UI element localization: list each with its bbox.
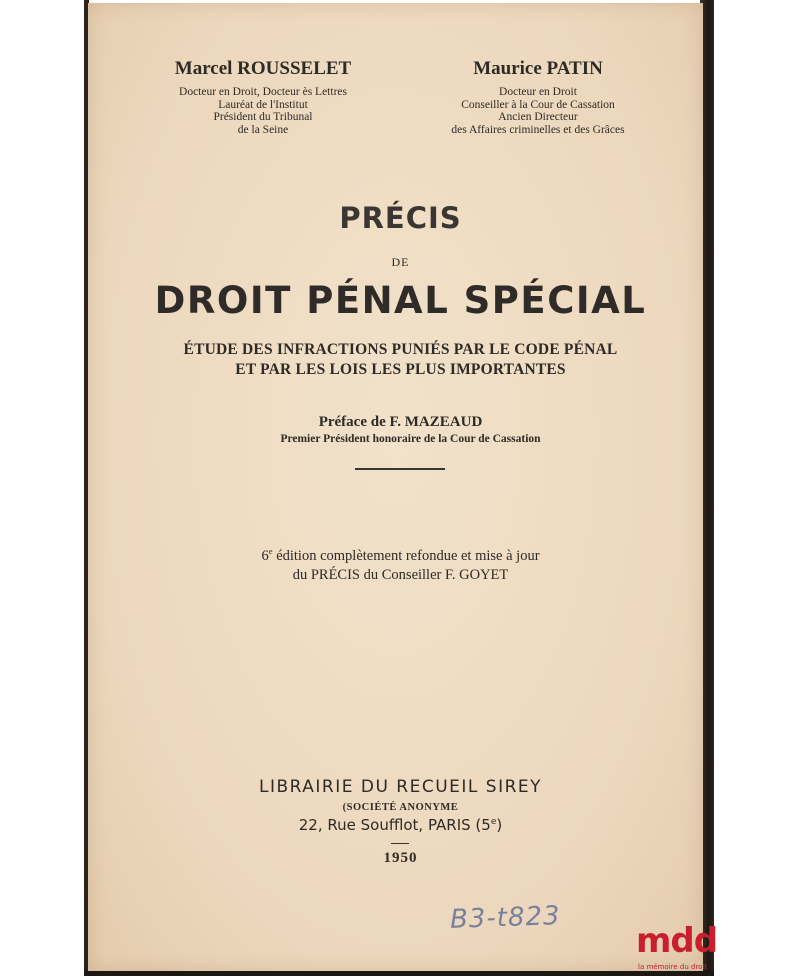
- author-credential: Ancien Directeur: [498, 111, 578, 123]
- publisher-societe: (SOCIÉTÉ ANONYME: [342, 802, 459, 813]
- author-name: Maurice PATIN: [473, 58, 603, 79]
- author-credential: Docteur en Droit: [499, 86, 577, 98]
- edition-superscript: e: [268, 546, 273, 556]
- author-credential: Conseiller à la Cour de Cassation: [461, 98, 615, 111]
- publisher-name: LIBRAIRIE DU RECUEIL SIREY: [258, 777, 543, 797]
- author-name: Marcel ROUSSELET: [174, 58, 352, 79]
- address-superscript: e: [490, 817, 497, 827]
- title-precis: PRÉCIS: [339, 201, 462, 235]
- title-de: DE: [391, 255, 410, 269]
- logo-mark: mdd: [636, 921, 718, 961]
- edition-block: [88, 546, 713, 584]
- subtitle-block: [88, 341, 713, 379]
- publication-year: 1950: [383, 850, 418, 866]
- year-wrap: [88, 849, 713, 867]
- author-credential: Président du Tribunal: [213, 111, 313, 123]
- publisher-address: [88, 816, 713, 834]
- main-title: DROIT PÉNAL SPÉCIAL: [154, 279, 647, 322]
- author-right: [433, 58, 643, 136]
- edition-line-2: du PRÉCIS du Conseiller F. GOYET: [292, 566, 509, 583]
- edition-line: [88, 546, 713, 565]
- edition-text: édition complètement refondue et mise à jour: [272, 547, 540, 564]
- year-dash: [391, 843, 409, 844]
- shelfmark-annotation: B3-t823: [449, 901, 562, 935]
- address-end: ): [496, 816, 503, 834]
- publisher-block: [88, 777, 713, 834]
- divider-rule: [355, 468, 445, 470]
- title-precis-wrap: [88, 201, 713, 235]
- title-page: [88, 3, 718, 971]
- watermark-logo: [636, 921, 717, 961]
- subtitle-line: ET PAR LES LOIS LES PLUS IMPORTANTES: [235, 361, 566, 378]
- author-left: [158, 58, 368, 136]
- preface-label: Préface de F. MAZEAUD: [318, 414, 483, 430]
- author-credential: Lauréat de l'Institut: [218, 98, 308, 111]
- logo-tagline: la mémoire du droit: [638, 963, 708, 971]
- subtitle-line: ÉTUDE DES INFRACTIONS PUNIÉS PAR LE CODE PÉNAL: [183, 341, 618, 358]
- edition-number: 6: [261, 547, 269, 564]
- author-credential: des Affaires criminelles et des Grâces: [451, 123, 625, 136]
- title-de-wrap: [88, 253, 713, 271]
- author-credential: Docteur en Droit, Docteur ès Lettres: [179, 86, 347, 98]
- main-title-wrap: [88, 279, 713, 322]
- author-credential: de la Seine: [237, 123, 289, 136]
- preface-block: [88, 414, 713, 445]
- preface-role: Premier Président honoraire de la Cour de Cassation: [280, 433, 541, 445]
- address-main: 22, Rue Soufflot, PARIS (5: [298, 816, 491, 834]
